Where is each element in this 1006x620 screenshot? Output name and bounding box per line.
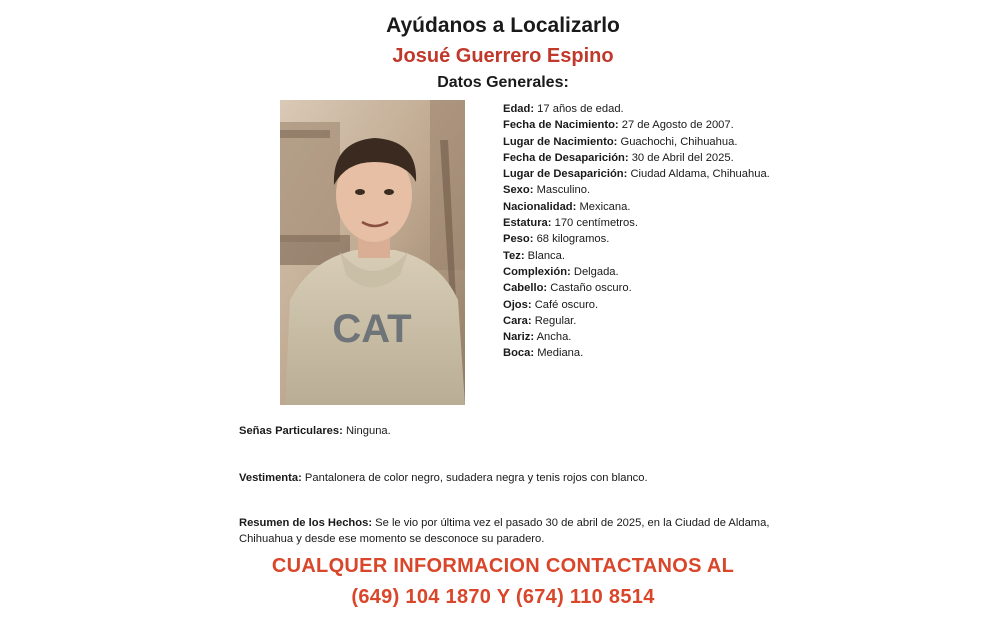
- data-label: Fecha de Nacimiento:: [503, 119, 619, 132]
- data-label: Nariz:: [503, 331, 535, 344]
- data-value: 170 centímetros.: [551, 217, 638, 230]
- contact-call-to-action: CUALQUER INFORMACION CONTACTANOS AL: [271, 555, 735, 577]
- data-value: 68 kilogramos.: [533, 233, 610, 246]
- data-value: 17 años de edad.: [534, 103, 624, 115]
- general-data-list: [503, 101, 803, 362]
- data-label: Sexo:: [503, 184, 534, 197]
- data-row: [503, 329, 803, 345]
- data-row: [503, 313, 803, 329]
- data-row: [503, 182, 803, 198]
- data-value: Masculino.: [533, 184, 591, 197]
- data-value: 27 de Agosto de 2007.: [618, 119, 734, 132]
- data-label: Lugar de Desaparición:: [503, 168, 628, 181]
- data-row: [503, 199, 803, 215]
- hoodie-logo: CAT: [332, 307, 412, 351]
- data-value: Ciudad Aldama, Chihuahua.: [627, 168, 770, 181]
- data-row: [503, 345, 803, 361]
- data-value: Regular.: [531, 314, 577, 327]
- clothing: [239, 470, 799, 486]
- data-value: Delgada.: [570, 265, 619, 278]
- data-value: Mediana.: [534, 347, 584, 360]
- data-row: [503, 150, 803, 166]
- data-row: [503, 297, 803, 313]
- general-data-heading: Datos Generales:: [437, 74, 569, 91]
- contact-phone-numbers: (649) 104 1870 Y (674) 110 8514: [351, 586, 655, 608]
- data-value: Blanca.: [524, 249, 565, 262]
- clothing-value: Pantalonera de color negro, sudadera negra y tenis rojos con blanco.: [301, 472, 648, 484]
- distinguishing-marks: [239, 423, 799, 439]
- data-label: Lugar de Nacimiento:: [503, 135, 618, 148]
- data-row: [503, 248, 803, 264]
- data-value: 30 de Abril del 2025.: [628, 151, 734, 164]
- data-label: Ojos:: [503, 298, 532, 311]
- facts-summary-label: Resumen de los Hechos:: [239, 517, 373, 529]
- facts-summary: [239, 515, 784, 547]
- data-value: Guachochi, Chihuahua.: [617, 135, 738, 148]
- distinguishing-marks-label: Señas Particulares:: [239, 425, 343, 437]
- data-label: Edad:: [503, 103, 535, 115]
- data-label: Peso:: [503, 233, 534, 246]
- data-value: Ancha.: [534, 331, 572, 344]
- data-row: [503, 166, 803, 182]
- missing-person-name: Josué Guerrero Espino: [392, 45, 614, 67]
- data-label: Tez:: [503, 249, 525, 262]
- data-row: [503, 134, 803, 150]
- data-label: Cara:: [503, 314, 532, 327]
- data-row: [503, 117, 803, 133]
- clothing-label: Vestimenta:: [239, 472, 302, 484]
- data-label: Estatura:: [503, 217, 552, 230]
- data-label: Nacionalidad:: [503, 200, 577, 213]
- missing-person-photo: [280, 100, 465, 405]
- facts-summary-value: Se le vio por última vez el pasado 30 de abril de 2025, en la Ciudad de Aldama, Chihuahua y desde ese momento se desconoce su paradero.: [239, 517, 770, 545]
- data-row: [503, 231, 803, 247]
- data-row: [503, 264, 803, 280]
- data-value: Café oscuro.: [531, 298, 599, 311]
- distinguishing-marks-value: Ninguna.: [342, 425, 391, 437]
- data-label: Complexión:: [503, 265, 571, 278]
- data-value: Mexicana.: [576, 200, 631, 213]
- data-label: Fecha de Desaparición:: [503, 151, 629, 164]
- data-value: Castaño oscuro.: [547, 282, 632, 295]
- poster-title: Ayúdanos a Localizarlo: [386, 14, 620, 37]
- data-label: Boca:: [503, 347, 535, 360]
- data-row: [503, 215, 803, 231]
- data-row: [503, 101, 803, 117]
- data-label: Cabello:: [503, 282, 548, 295]
- data-row: [503, 280, 803, 296]
